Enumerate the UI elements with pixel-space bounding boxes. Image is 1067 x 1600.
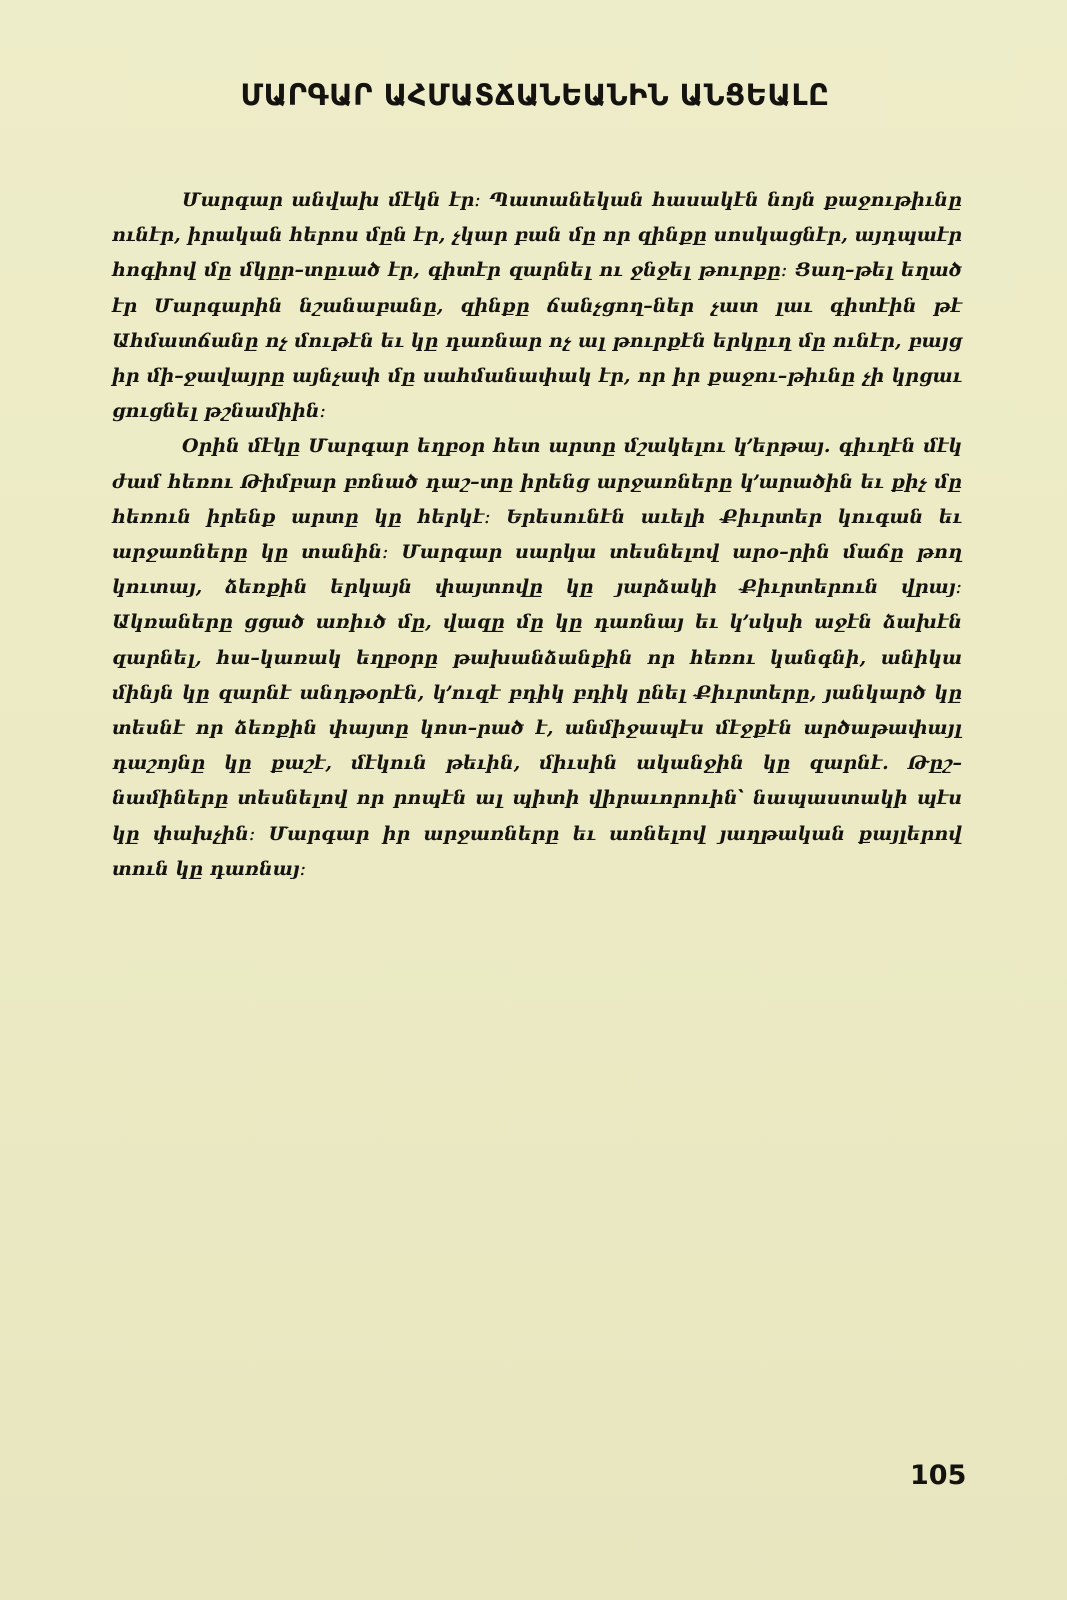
paragraph-2: Օրին մէկը Մարգար եղբօր հետ արտը մշակելու կ՚երթայ. գիւղէն մէկ ժամ հեռու Թիմբար բռնած դաշ–տը իրենց արջառները կ՚արածին եւ քիչ մը հեռուն իրենք արտը կը հերկէ։ Երեսունէն աւելի Քիւրտեր կուգան եւ արջառները կը տանին։ Մարգար սարկա տեսնելով արօ–րին մաճը թող կուտայ, ձեռքին երկայն փայտովը կը յարձակի Քիւրտերուն վրայ։ Ակռաները ցցած առիւծ մը, վազը մը կը դառնայ եւ կ՚սկսի աջէն ձախէն զարնել, հա–կառակ եղբօրը թախանձանքին որ հեռու կանգնի, անիկա մինյն կը զարնէ անդթօրէն, կ՚ուզէ բդիկ բդիկ ընել Քիւրտերը, յանկարծ կը տեսնէ որ ձեռքին փայտը կոտ–րած է, անմիջապէս մէջքէն արծաթափայլ դաշոյնը կը քաշէ, մէկուն թեւին, միւսին ականջին կը զարնէ. Թըշ–նամիները տեսնելով որ րոպէն ալ պիտի վիրաւորուին՝ նապաստակի պէս կը փախչին։ Մարգար իր արջառները եւ առնելով յաղթական քայլերով տուն կը դառնայ։ [112,435,962,880]
body-text [112,183,962,887]
paragraph-1: Մարգար անվախ մէկն էր։ Պատանեկան հասակէն նոյն քաջութիւնը ունէր, իրական հերոս մըն էր, չկար բան մը որ զինքը սոսկացնէր, այդպաէր հոգիով մը մկըր–տըւած էր, գիտէր զարնել ու ջնջել թուրքը։ Ցաղ–թել եղած էր Մարգարին նշանաբանը, զինքը ճանչցող–ներ չատ լաւ գիտէին թէ Ահմատճանը ոչ մութէն եւ կը դառնար ոչ ալ թուրքէն երկըւղ մը ունէր, բայց իր մի–ջավայրը այնչափ մը սահմանափակ էր, որ իր քաջու–թիւնը չի կրցաւ ցուցնել թշնամիին։ [112,189,962,423]
chapter-title: ՄԱՐԳԱՐ ԱՀՄԱՏՃԱՆԵԱՆԻՆ ԱՆՑԵԱԼԸ [240,78,830,112]
page-number: 105 [910,1460,967,1491]
